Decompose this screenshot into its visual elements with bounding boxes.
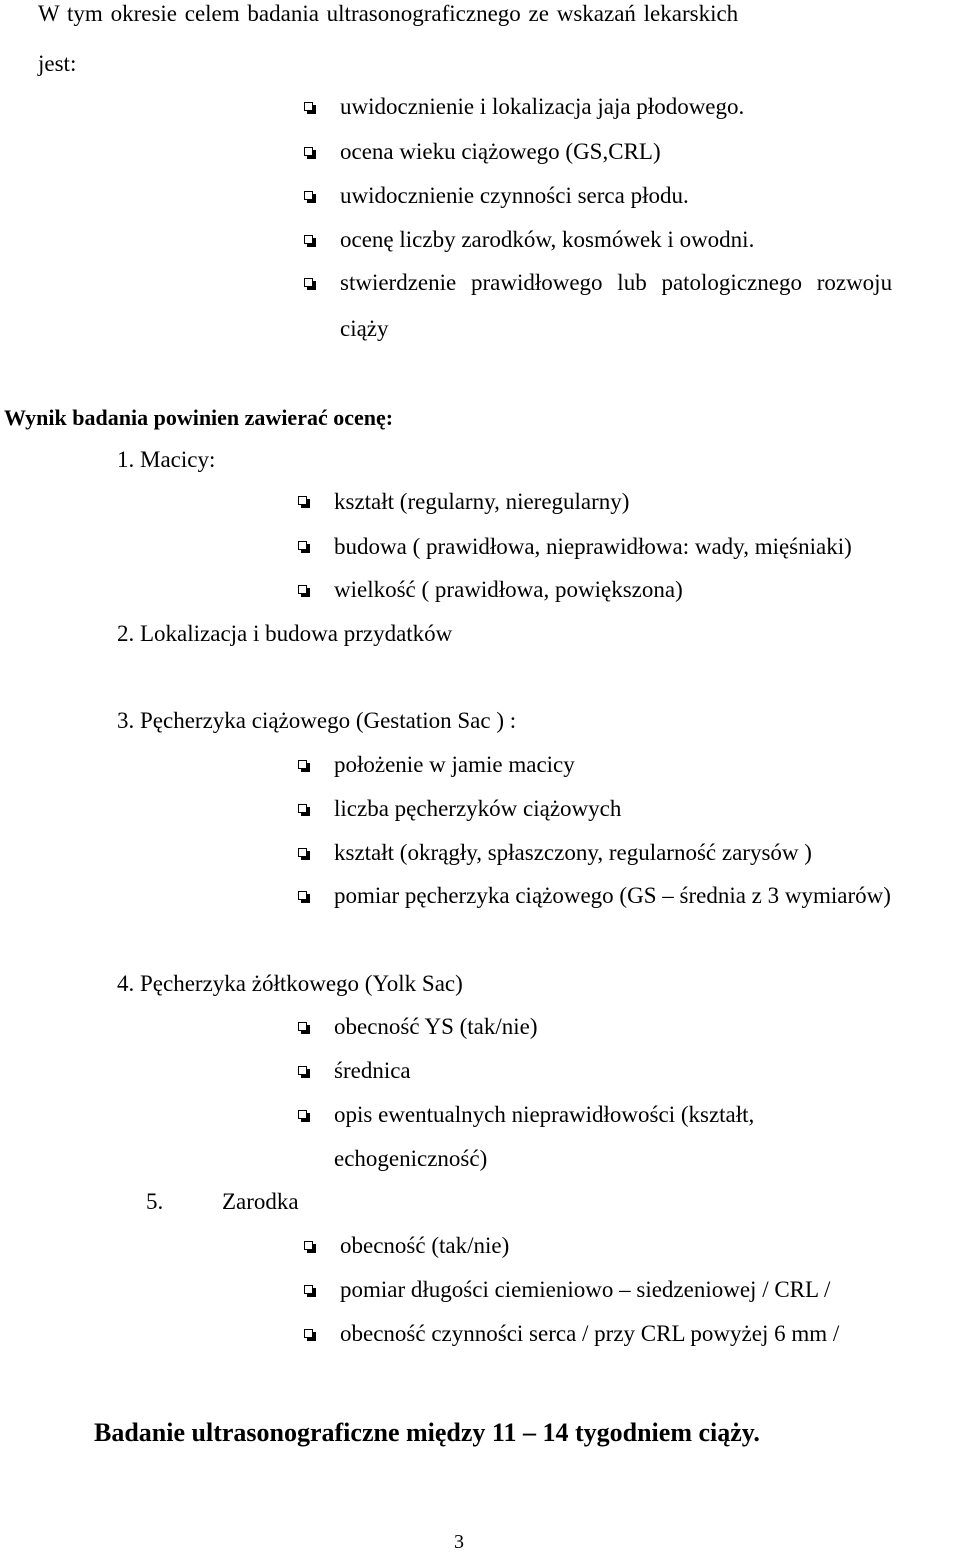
section-4-item: obecność YS (tak/nie) xyxy=(334,1014,538,1039)
section-5-item: obecność (tak/nie) xyxy=(340,1233,510,1258)
checkbox-icon xyxy=(298,760,307,769)
checkbox-icon xyxy=(298,1066,307,1075)
section-3-item: położenie w jamie macicy xyxy=(334,752,575,777)
section-5-item: pomiar długości ciemieniowo – siedzeniowej / CRL / xyxy=(340,1277,831,1302)
intro-item-continuation: ciąży xyxy=(340,316,389,341)
intro-item: uwidocznienie i lokalizacja jaja płodowego. xyxy=(340,94,745,119)
bottom-heading: Badanie ultrasonograficzne między 11 – 14 tygodniem ciąży. xyxy=(94,1418,760,1447)
checkbox-icon xyxy=(304,278,313,287)
section-4-title: 4. Pęcherzyka żółtkowego (Yolk Sac) xyxy=(117,971,463,996)
checkbox-icon xyxy=(298,496,307,505)
section-5-item: obecność czynności serca / przy CRL powyżej 6 mm / xyxy=(340,1321,840,1346)
section-3-item: liczba pęcherzyków ciążowych xyxy=(334,796,622,821)
section-1-item: budowa ( prawidłowa, nieprawidłowa: wady, mięśniaki) xyxy=(334,534,852,559)
checkbox-icon xyxy=(298,585,307,594)
checkbox-icon xyxy=(298,541,307,550)
page-number: 3 xyxy=(454,1531,464,1553)
intro-line-1: W tym okresie celem badania ultrasonograficznego ze wskazań lekarskich xyxy=(38,1,739,26)
section-1-title: 1. Macicy: xyxy=(117,447,216,472)
checkbox-icon xyxy=(304,1329,313,1338)
intro-item: stwierdzenie prawidłowego lub patologicznego rozwoju xyxy=(340,270,893,295)
checkbox-icon xyxy=(304,147,313,156)
checkbox-icon xyxy=(304,1285,313,1294)
section-3-title: 3. Pęcherzyka ciążowego (Gestation Sac ) : xyxy=(117,708,517,733)
checkbox-icon xyxy=(304,1241,313,1250)
intro-item: ocenę liczby zarodków, kosmówek i owodni. xyxy=(340,227,755,252)
section-1-item: kształt (regularny, nieregularny) xyxy=(334,489,630,514)
checkbox-icon xyxy=(298,804,307,813)
section-3-item: kształt (okrągły, spłaszczony, regularność zarysów ) xyxy=(334,840,812,865)
result-heading: Wynik badania powinien zawierać ocenę: xyxy=(4,405,394,430)
checkbox-icon xyxy=(298,1110,307,1119)
checkbox-icon xyxy=(304,191,313,200)
checkbox-icon xyxy=(304,235,313,244)
section-2-title: 2. Lokalizacja i budowa przydatków xyxy=(117,621,453,646)
checkbox-icon xyxy=(298,891,307,900)
section-5-title: Zarodka xyxy=(222,1189,299,1214)
checkbox-icon xyxy=(304,102,313,111)
intro-item: ocena wieku ciążowego (GS,CRL) xyxy=(340,139,661,164)
checkbox-icon xyxy=(298,848,307,857)
section-4-item: średnica xyxy=(334,1058,411,1083)
checkbox-icon xyxy=(298,1022,307,1031)
section-4-item-continuation: echogeniczność) xyxy=(334,1146,488,1171)
section-1-item: wielkość ( prawidłowa, powiększona) xyxy=(334,577,683,602)
section-5-number: 5. xyxy=(146,1189,164,1214)
section-3-item: pomiar pęcherzyka ciążowego (GS – średnia z 3 wymiarów) xyxy=(334,883,891,908)
intro-item: uwidocznienie czynności serca płodu. xyxy=(340,183,689,208)
intro-line-2: jest: xyxy=(38,51,77,76)
section-4-item: opis ewentualnych nieprawidłowości (kształt, xyxy=(334,1102,755,1127)
